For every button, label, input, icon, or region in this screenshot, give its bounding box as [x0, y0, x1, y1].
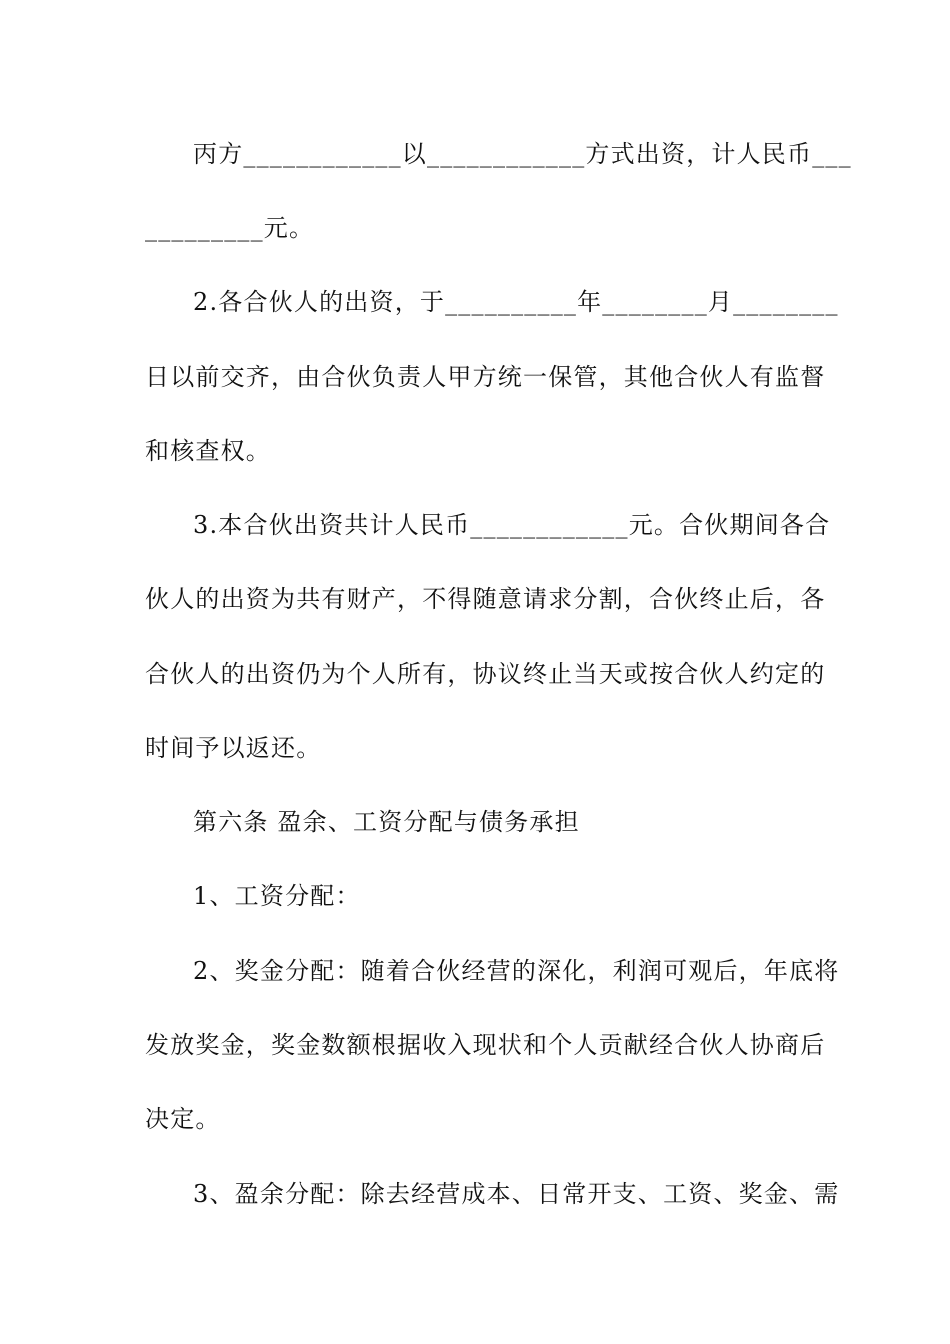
paragraph-line: 发放奖金，奖金数额根据收入现状和个人贡献经合伙人协商后 [145, 1031, 826, 1059]
paragraph-line: 和核查权。 [145, 437, 271, 465]
paragraph-line: _________元。 [145, 214, 315, 242]
paragraph-line: 伙人的出资为共有财产，不得随意请求分割，合伙终止后，各 [145, 585, 826, 613]
paragraph-line: 丙方____________以____________方式出资，计人民币___ [193, 140, 852, 168]
paragraph-line: 1、工资分配： [193, 882, 361, 910]
section-heading: 第六条 盈余、工资分配与债务承担 [193, 808, 580, 836]
paragraph-line: 合伙人的出资仍为个人所有，协议终止当天或按合伙人约定的 [145, 660, 826, 688]
paragraph-line: 时间予以返还。 [145, 734, 322, 762]
paragraph-line: 3、盈余分配：除去经营成本、日常开支、工资、奖金、需 [193, 1180, 840, 1208]
paragraph-line: 日以前交齐，由合伙负责人甲方统一保管，其他合伙人有监督 [145, 363, 826, 391]
paragraph-line: 2.各合伙人的出资，于__________年________月________ [193, 288, 839, 316]
paragraph-line: 3.本合伙出资共计人民币____________元。合伙期间各合 [193, 511, 831, 539]
paragraph-line: 决定。 [145, 1105, 221, 1133]
paragraph-line: 2、奖金分配：随着合伙经营的深化，利润可观后，年底将 [193, 957, 840, 985]
